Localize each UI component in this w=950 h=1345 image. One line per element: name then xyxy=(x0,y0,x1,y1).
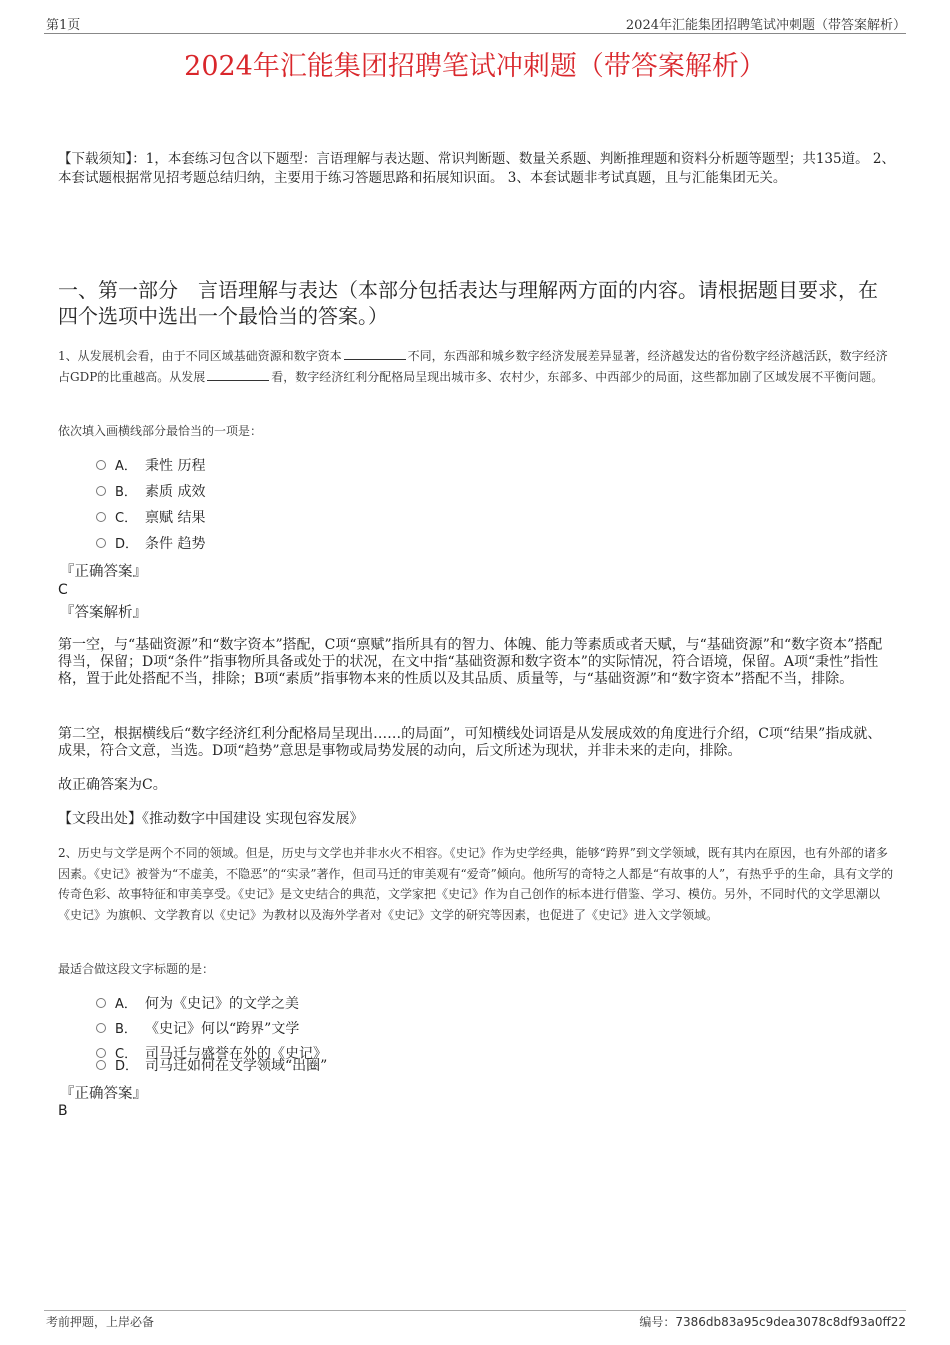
document-title: 2024年汇能集团招聘笔试冲刺题（带答案解析） xyxy=(184,51,766,82)
radio-button-icon[interactable] xyxy=(96,512,106,522)
download-notice: 【下载须知】：1，本套练习包含以下题型：言语理解与表达题、常识判断题、数量关系题、判断推理题和资料分析题等题型；共135道。 2、本套试题根据常见招考题总结归纳，主要用于练习答题思路和拓展知识面。 3、本套试题非考试真题，且与汇能集团无关。 xyxy=(58,151,895,186)
q1-option-a[interactable]: A． 秉性 历程 xyxy=(96,456,205,476)
header-divider xyxy=(44,33,906,34)
radio-button-icon[interactable] xyxy=(96,460,106,470)
q1-option-c[interactable]: C． 禀赋 结果 xyxy=(96,508,205,528)
footer-divider xyxy=(44,1310,906,1311)
fill-blank-2 xyxy=(207,368,269,381)
fill-blank-1 xyxy=(344,347,406,360)
section-heading: 一、第一部分 言语理解与表达（本部分包括表达与理解两方面的内容。请根据题目要求，在四个选项中选出一个最恰当的答案。） xyxy=(58,278,878,328)
q1-source: 【文段出处】《推动数字中国建设 实现包容发展》 xyxy=(58,811,364,827)
radio-button-icon[interactable] xyxy=(96,486,106,496)
radio-button-icon[interactable] xyxy=(96,1060,106,1070)
q1-analysis-paragraph-2: 第二空，根据横线后“数字经济红利分配格局呈现出……的局面”，可知横线处词语是从发展成效的角度进行介绍，C项“结果”指成就、成果，符合文意，当选。D项“趋势”意思是事物或局势发展的动向，后文所述为现状，并非未来的走向，排除。 xyxy=(58,726,882,759)
q1-text-part-b: 不同，东西部和城乡数字经济发展差异显著，经济越发达的省份数字经济越活跃，数字经济占GDP的比重越高。从发展 xyxy=(58,349,888,384)
q2-answer-label: 『正确答案』 xyxy=(60,1086,147,1102)
q1-answer-label: 『正确答案』 xyxy=(60,564,147,580)
question-2-stem: 2、历史与文学是两个不同的领域。但是，历史与文学也并非水火不相容。《史记》作为史学经典，能够“跨界”到文学领域，既有其内在原因，也有外部的诸多因素。《史记》被誉为“不虚美，不隐恶”的“实录”著作，但司马迁的审美观有“爱奇”倾向。他所写的奇特之人都是“有故事的人”，有热乎乎的生命，具有文学的传奇色彩、故事特征和审美享受。《史记》是文史结合的典范，文学家把《史记》作为自己创作的标本进行借鉴、学习、模仿。另外，不同时代的文学思潮以《史记》为旗帜、文学教育以《史记》为教材以及海外学者对《史记》文学的研究等因素，也促进了《史记》进入文学领域。 xyxy=(58,846,894,922)
q2-option-b[interactable]: B． 《史记》何以“跨界”文学 xyxy=(96,1019,299,1039)
page-number: 第1页 xyxy=(46,18,81,33)
q1-option-b[interactable]: B． 素质 成效 xyxy=(96,482,205,502)
q1-answer: C xyxy=(58,582,68,598)
q2-option-c[interactable]: C． 司马迁与盛誉在外的《史记》 xyxy=(96,1044,327,1064)
radio-button-icon[interactable] xyxy=(96,538,106,548)
footer-document-id: 编号：7386db83a95c9dea3078c8df93a0ff22 xyxy=(639,1315,906,1329)
q2-answer: B xyxy=(58,1103,68,1119)
radio-button-icon[interactable] xyxy=(96,1023,106,1033)
q1-analysis-paragraph-1: 第一空，与“基础资源”和“数字资本”搭配，C项“禀赋”指所具有的智力、体魄、能力等素质或者天赋，与“基础资源”和“数字资本”搭配得当，保留；D项“条件”指事物所具备或处于的状况，在文中指“基础资源和数字资本”的实际情况，符合语境，保留。A项“秉性”指性格，置于此处搭配不当，排除；B项“素质”指事物本来的性质以及其品质、质量等，与“基础资源”和“数字资本”搭配不当，排除。 xyxy=(58,637,883,687)
header-doc-title: 2024年汇能集团招聘笔试冲刺题（带答案解析） xyxy=(625,18,906,33)
question-1-prompt: 依次填入画横线部分最恰当的一项是： xyxy=(58,424,263,438)
q1-analysis-label: 『答案解析』 xyxy=(60,605,147,621)
question-1-stem xyxy=(58,346,898,387)
question-2-prompt: 最适合做这段文字标题的是： xyxy=(58,962,215,976)
q1-analysis-conclusion: 故正确答案为C。 xyxy=(58,777,167,793)
radio-button-icon[interactable] xyxy=(96,998,106,1008)
q2-option-a[interactable]: A． 何为《史记》的文学之美 xyxy=(96,994,299,1014)
q2-option-d[interactable]: D． 司马迁如何在文学领域“出圈” xyxy=(96,1056,327,1076)
q1-text-part-a: 1、从发展机会看，由于不同区域基础资源和数字资本 xyxy=(58,349,342,363)
q1-option-d[interactable]: D． 条件 趋势 xyxy=(96,534,205,554)
q1-text-part-c: 看，数字经济红利分配格局呈现出城市多、农村少，东部多、中西部少的局面，这些都加剧了区域发展不平衡问题。 xyxy=(271,369,884,384)
footer-slogan: 考前押题，上岸必备 xyxy=(46,1315,155,1329)
